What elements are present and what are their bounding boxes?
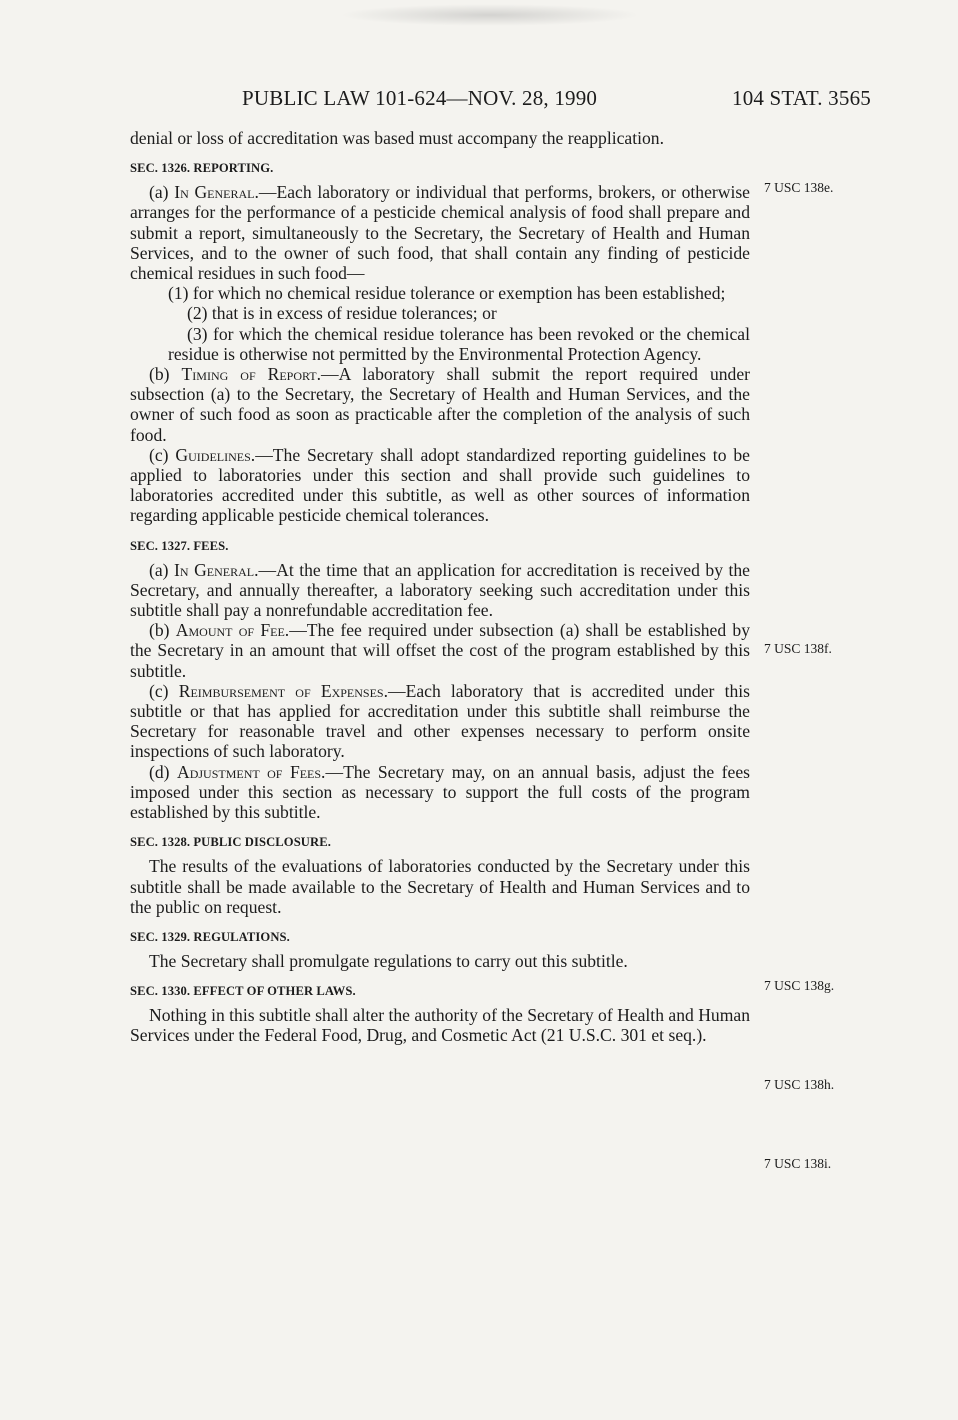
section-1329-text: The Secretary shall promulgate regulations to carry out this subtitle. — [149, 950, 628, 971]
subsection-text: —The Secretary may, on an annual basis, adjust the fees imposed under this section as necessary to support the full costs of the program established by this subtitle. — [130, 761, 750, 823]
margin-note-usc-138i: 7 USC 138i. — [764, 1156, 832, 1171]
running-head-stat-page: 104 STAT. 3565 — [732, 86, 871, 110]
running-head-title: PUBLIC LAW 101-624—NOV. 28, 1990 — [242, 86, 598, 110]
subsection-label: (a) — [149, 182, 175, 203]
subsection-caption: Amount of Fee. — [175, 620, 290, 641]
subsection-text: —The fee required under subsection (a) shall be established by the Secretary in an amount that will offset the cost of the program established by this subtitle. — [130, 620, 750, 681]
section-1330-text: Nothing in this subtitle shall alter the authority of the Secretary of Health and Human Services under the Federal Food, Drug, and Cosmetic Act (21 U.S.C. 301 et seq.). — [130, 1005, 750, 1046]
subsection-text: —Each laboratory that is accredited under this subtitle or that has applied for accreditation under this subtitle shall reimburse the Secretary for reasonable travel and other expenses necessary to perform onsite inspections of such laboratory. — [130, 680, 750, 762]
section-1327-subsection-d — [130, 762, 750, 823]
subsection-text: —The Secretary shall adopt standardized reporting guidelines to be applied to laboratories under this section and shall provide such guidelines to laboratories accredited under this subtitle, as well as other sources of information regarding applicable pesticide chemical tolerances. — [130, 444, 750, 526]
scan-artifact — [340, 4, 640, 26]
subsection-caption: Timing of Report. — [181, 364, 322, 385]
subsection-label: (b) — [149, 620, 176, 641]
section-1326-subsection-b — [130, 364, 750, 445]
margin-note-usc-138h: 7 USC 138h. — [764, 1077, 835, 1092]
section-1328-heading: SEC. 1328. PUBLIC DISCLOSURE. — [130, 835, 331, 850]
section-1326-item-3: (3) for which the chemical residue tolerance has been revoked or the chemical residue is otherwise not permitted by the Environmental Protection Agency. — [168, 323, 750, 364]
subsection-text: —Each laboratory or individual that performs, brokers, or otherwise arranges for the performance of a pesticide chemical analysis of food shall prepare and submit a report, simultaneously to the Secretary, the Secretary of Health and Human Services, and to the owner of such food, that shall contain any finding of pesticide chemical residues in such food— — [130, 182, 750, 284]
subsection-label: (b) — [149, 364, 182, 385]
section-1327-subsection-c — [130, 681, 750, 762]
intro-paragraph: denial or loss of accreditation was based must accompany the reapplication. — [130, 128, 664, 148]
subsection-label: (c) — [149, 680, 179, 701]
section-1329-heading: SEC. 1329. REGULATIONS. — [130, 929, 290, 944]
section-1327-heading: SEC. 1327. FEES. — [130, 538, 229, 553]
section-1330-heading: SEC. 1330. EFFECT OF OTHER LAWS. — [130, 984, 356, 999]
subsection-caption: Reimbursement of Expenses. — [178, 680, 388, 701]
section-1326-item-1: (1) for which no chemical residue tolerance or exemption has been established; — [168, 283, 726, 304]
margin-note-usc-138g: 7 USC 138g. — [764, 978, 835, 993]
section-1326-subsection-a — [130, 182, 750, 283]
body-column — [130, 128, 750, 1046]
subsection-label: (c) — [149, 444, 176, 465]
section-1326-item-2: (2) that is in excess of residue tolerances; or — [187, 303, 497, 324]
margin-note-usc-138e: 7 USC 138e. — [764, 180, 834, 195]
subsection-caption: Adjustment of Fees. — [176, 761, 326, 782]
subsection-caption: In General. — [174, 182, 259, 203]
subsection-text: —A laboratory shall submit the report required under subsection (a) to the Secretary, the Secretary of Health and Human Services, and the owner of such food as soon as practicable after the completion of the analysis of such food. — [130, 364, 751, 445]
subsection-caption: In General. — [174, 559, 259, 580]
subsection-caption: Guidelines. — [175, 444, 256, 465]
subsection-label: (a) — [149, 559, 175, 580]
section-1327-subsection-a — [130, 560, 750, 621]
section-1327-subsection-b — [130, 620, 750, 681]
subsection-label: (d) — [149, 761, 177, 782]
subsection-text: —At the time that an application for accreditation is received by the Secretary, and annually thereafter, a laboratory seeking such accreditation under this subtitle shall pay a nonrefundable accreditation fee. — [130, 559, 750, 621]
section-1328-text: The results of the evaluations of laboratories conducted by the Secretary under this subtitle shall be made available to the Secretary of Health and Human Services and to the public on request. — [130, 856, 750, 917]
section-1326-subsection-c — [130, 445, 750, 526]
margin-note-usc-138f: 7 USC 138f. — [764, 641, 832, 656]
section-1326-heading: SEC. 1326. REPORTING. — [130, 161, 274, 176]
